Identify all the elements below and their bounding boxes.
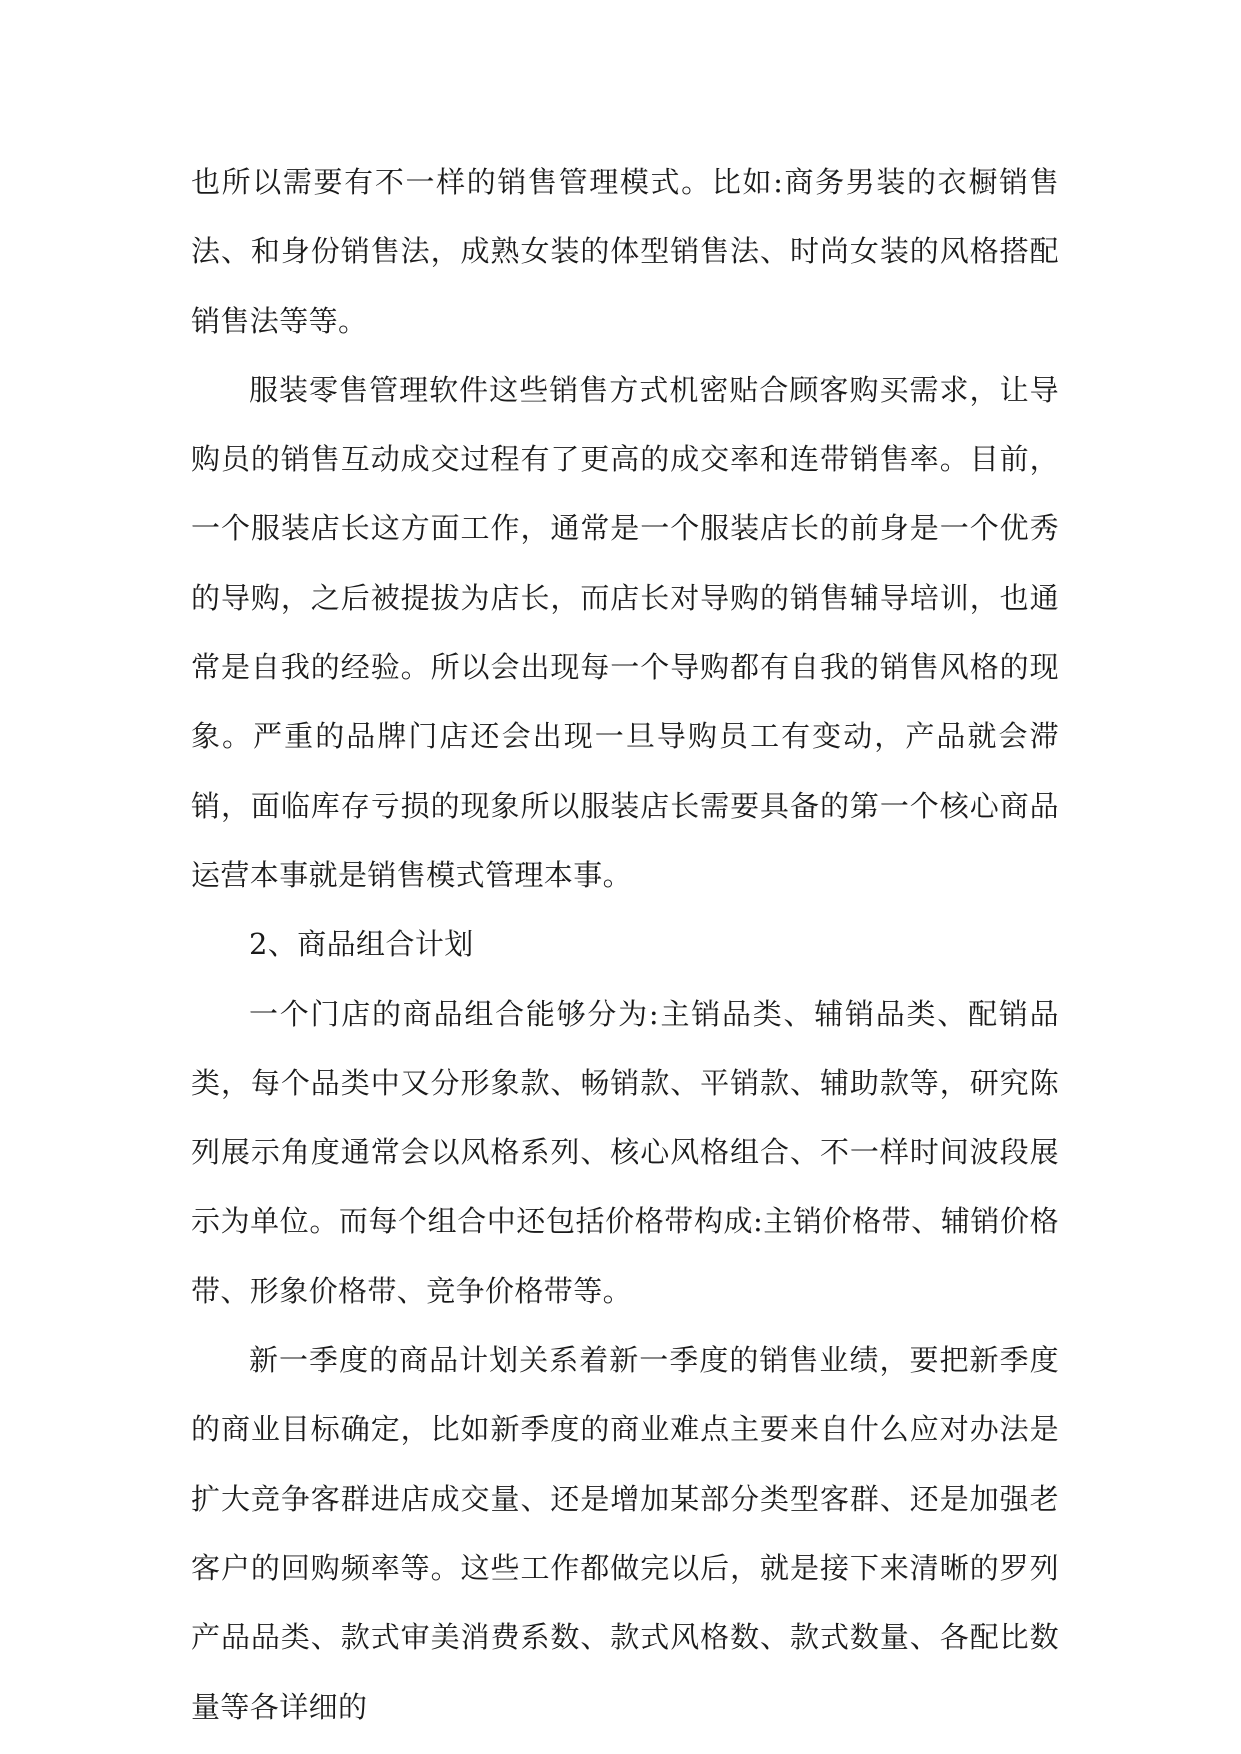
paragraph-product-combination: 一个门店的商品组合能够分为:主销品类、辅销品类、配销品类，每个品类中又分形象款、畅销款、平销款、辅助款等，研究陈列展示角度通常会以风格系列、核心风格组合、不一样时间波段展示为单位。而每个组合中还包括价格带构成:主销价格带、辅销价格带、形象价格带、竞争价格带等。 (191, 996, 1059, 1308)
paragraph-continuation: 也所以需要有不一样的销售管理模式。比如:商务男装的衣橱销售法、和身份销售法，成熟女装的体型销售法、时尚女装的风格搭配销售法等等。 (191, 165, 1059, 338)
section-heading: 2、商品组合计划 (249, 927, 474, 962)
body-text (191, 148, 1059, 1742)
paragraph-season-plan: 新一季度的商品计划关系着新一季度的销售业绩，要把新季度的商业目标确定，比如新季度的商业难点主要来自什么应对办法是扩大竞争客群进店成交量、还是增加某部分类型客群、还是加强老客户的回购频率等。这些工作都做完以后，就是接下来清晰的罗列产品品类、款式审美消费系数、款式风格数、款式数量、各配比数量等各详细的 (191, 1343, 1059, 1724)
paragraph-sales-methods: 服装零售管理软件这些销售方式机密贴合顾客购买需求，让导购员的销售互动成交过程有了更高的成交率和连带销售率。目前，一个服装店长这方面工作，通常是一个服装店长的前身是一个优秀的导购，之后被提拔为店长，而店长对导购的销售辅导培训，也通常是自我的经验。所以会出现每一个导购都有自我的销售风格的现象。严重的品牌门店还会出现一旦导购员工有变动，产品就会滞销，面临库存亏损的现象所以服装店长需要具备的第一个核心商品运营本事就是销售模式管理本事。 (191, 372, 1059, 892)
